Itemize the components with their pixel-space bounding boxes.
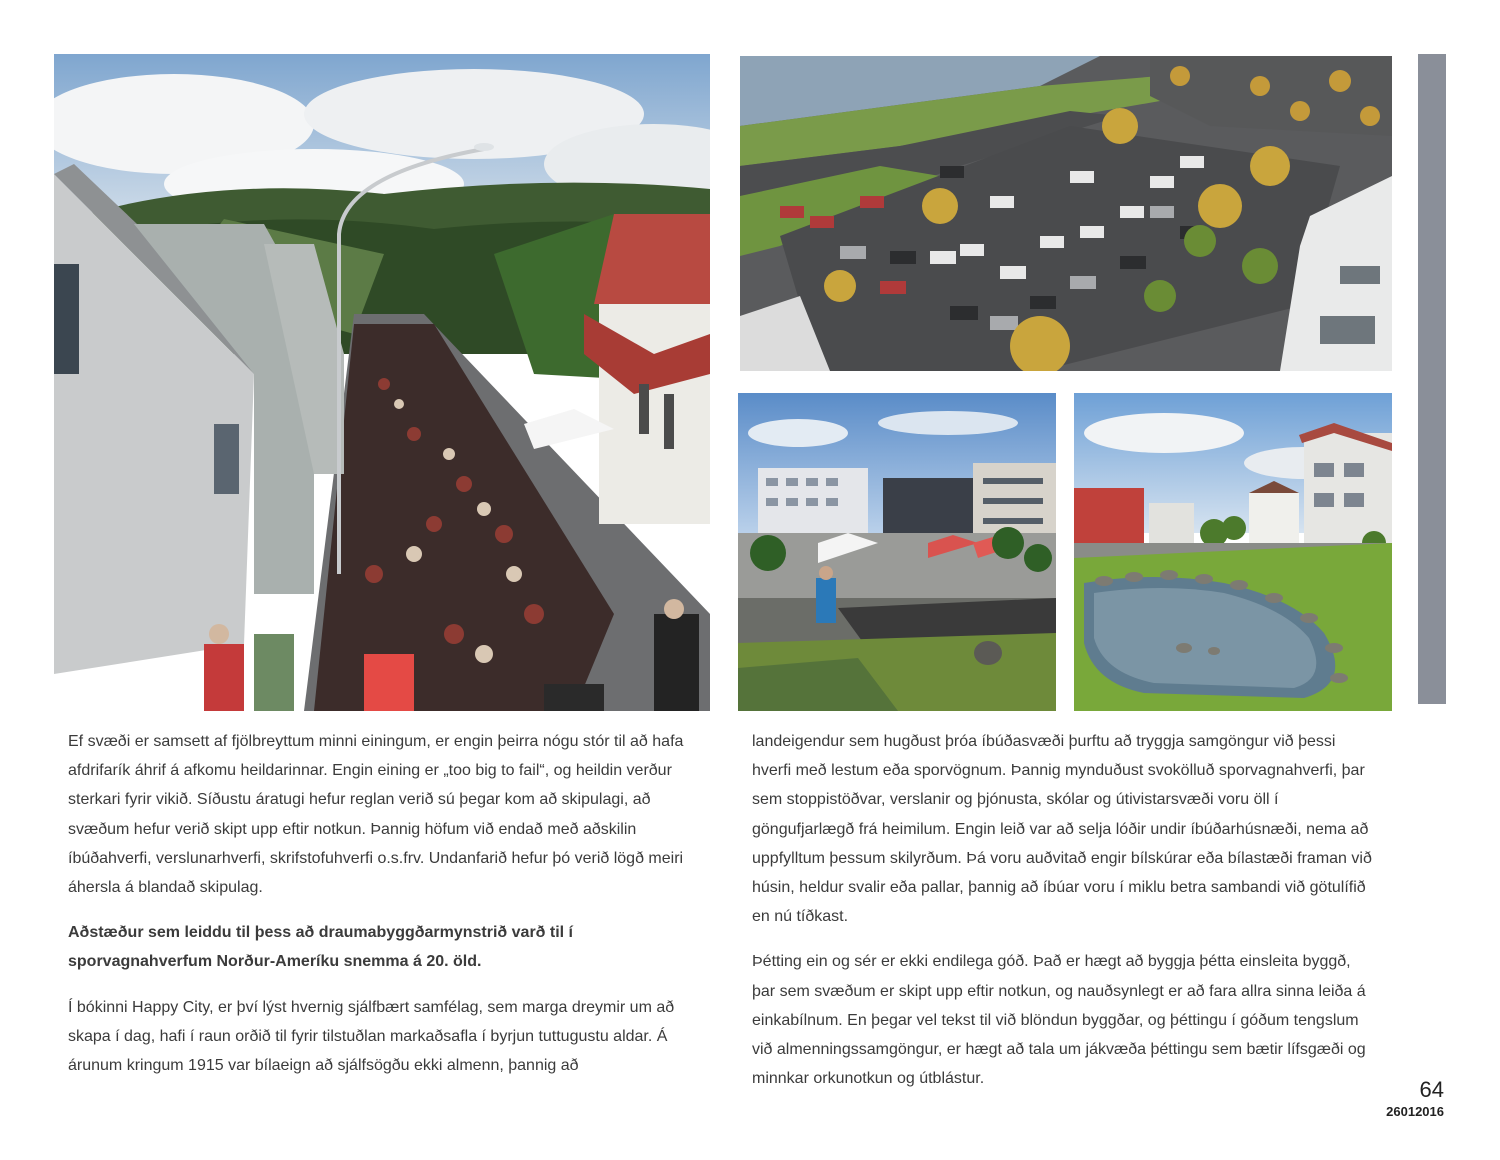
town-square-photo	[738, 393, 1056, 711]
page-number: 64	[1419, 1077, 1444, 1102]
body-paragraph: landeigendur sem hugðust þróa íbúðasvæði þurftu að tryggja samgöngur við þessi hverfi með lestum eða sporvögnum. Þannig mynduðust svokölluð sporvagnahverfi, þar sem stoppistöðvar, verslanir og þjónusta, skólar og útivistarsvæði voru öll í göngufjarlægð frá heimilum. Engin leið var að selja lóðir undir íbúðarhúsnæði, nema að uppfylltum þessum skilyrðum. Þá voru auðvitað engir bílskúrar eða bílastæði framan við húsin, heldur svalir eða pallar, þannig að íbúar voru í miklu betra sambandi við götulífið en nú tíðkast.	[752, 733, 1372, 926]
body-paragraph: Þétting ein og sér er ekki endilega góð. Það er hægt að byggja þétta einsleita byggð, þar sem svæðum er skipt upp eftir notkun, og nauðsynlegt er að fara allra sinna leiða á einkabílnum. En þegar vel tekst til við blöndun byggðar, og þéttingu í góðum tengslum við almenningssamgöngur, er hægt að tala um jákvæða þéttingu sem bætir lífsgæði og minnkar orkunotkun og útblástur.	[752, 953, 1366, 1088]
left-text-column	[68, 727, 698, 1096]
parking-lot-aerial-photo	[740, 56, 1392, 371]
body-paragraph: Ef svæði er samsett af fjölbreyttum minni einingum, er engin þeirra nógu stór til að hafa afdrifarík áhrif á afkomu heildarinnar. Engin eining er „too big to fail“, og heildin verður sterkari fyrir vikið. Síðustu áratugi hefur reglan verið sú þegar kom að skipulagi, að svæðum hefur verið skipt upp eftir notkun. Þannig höfum við endað með aðskilin íbúðahverfi, verslunarhverfi, skrifstofuhverfi o.s.frv. Undanfarið hefur þó verið lögð meiri áhersla á blandað skipulag.	[68, 733, 684, 897]
body-paragraph: Í bókinni Happy City, er því lýst hvernig sjálfbært samfélag, sem marga dreymir um að skapa í dag, hafi í raun orðið til fyrir tilstuðlan markaðsafla í byrjun tuttugustu aldar. Á árunum kringum 1915 var bílaeign að sjálfsögðu ekki almenn, þannig að	[68, 998, 675, 1075]
right-text-column	[752, 727, 1372, 1109]
side-accent-bar	[1418, 54, 1446, 704]
section-heading: Aðstæður sem leiddu til þess að draumabyggðarmynstrið varð til í sporvagnahverfum Norður-Ameríku snemma á 20. öld.	[68, 924, 573, 971]
street-festival-photo	[54, 54, 710, 711]
park-pond-photo	[1074, 393, 1392, 711]
document-date-code: 26012016	[1386, 1104, 1444, 1119]
